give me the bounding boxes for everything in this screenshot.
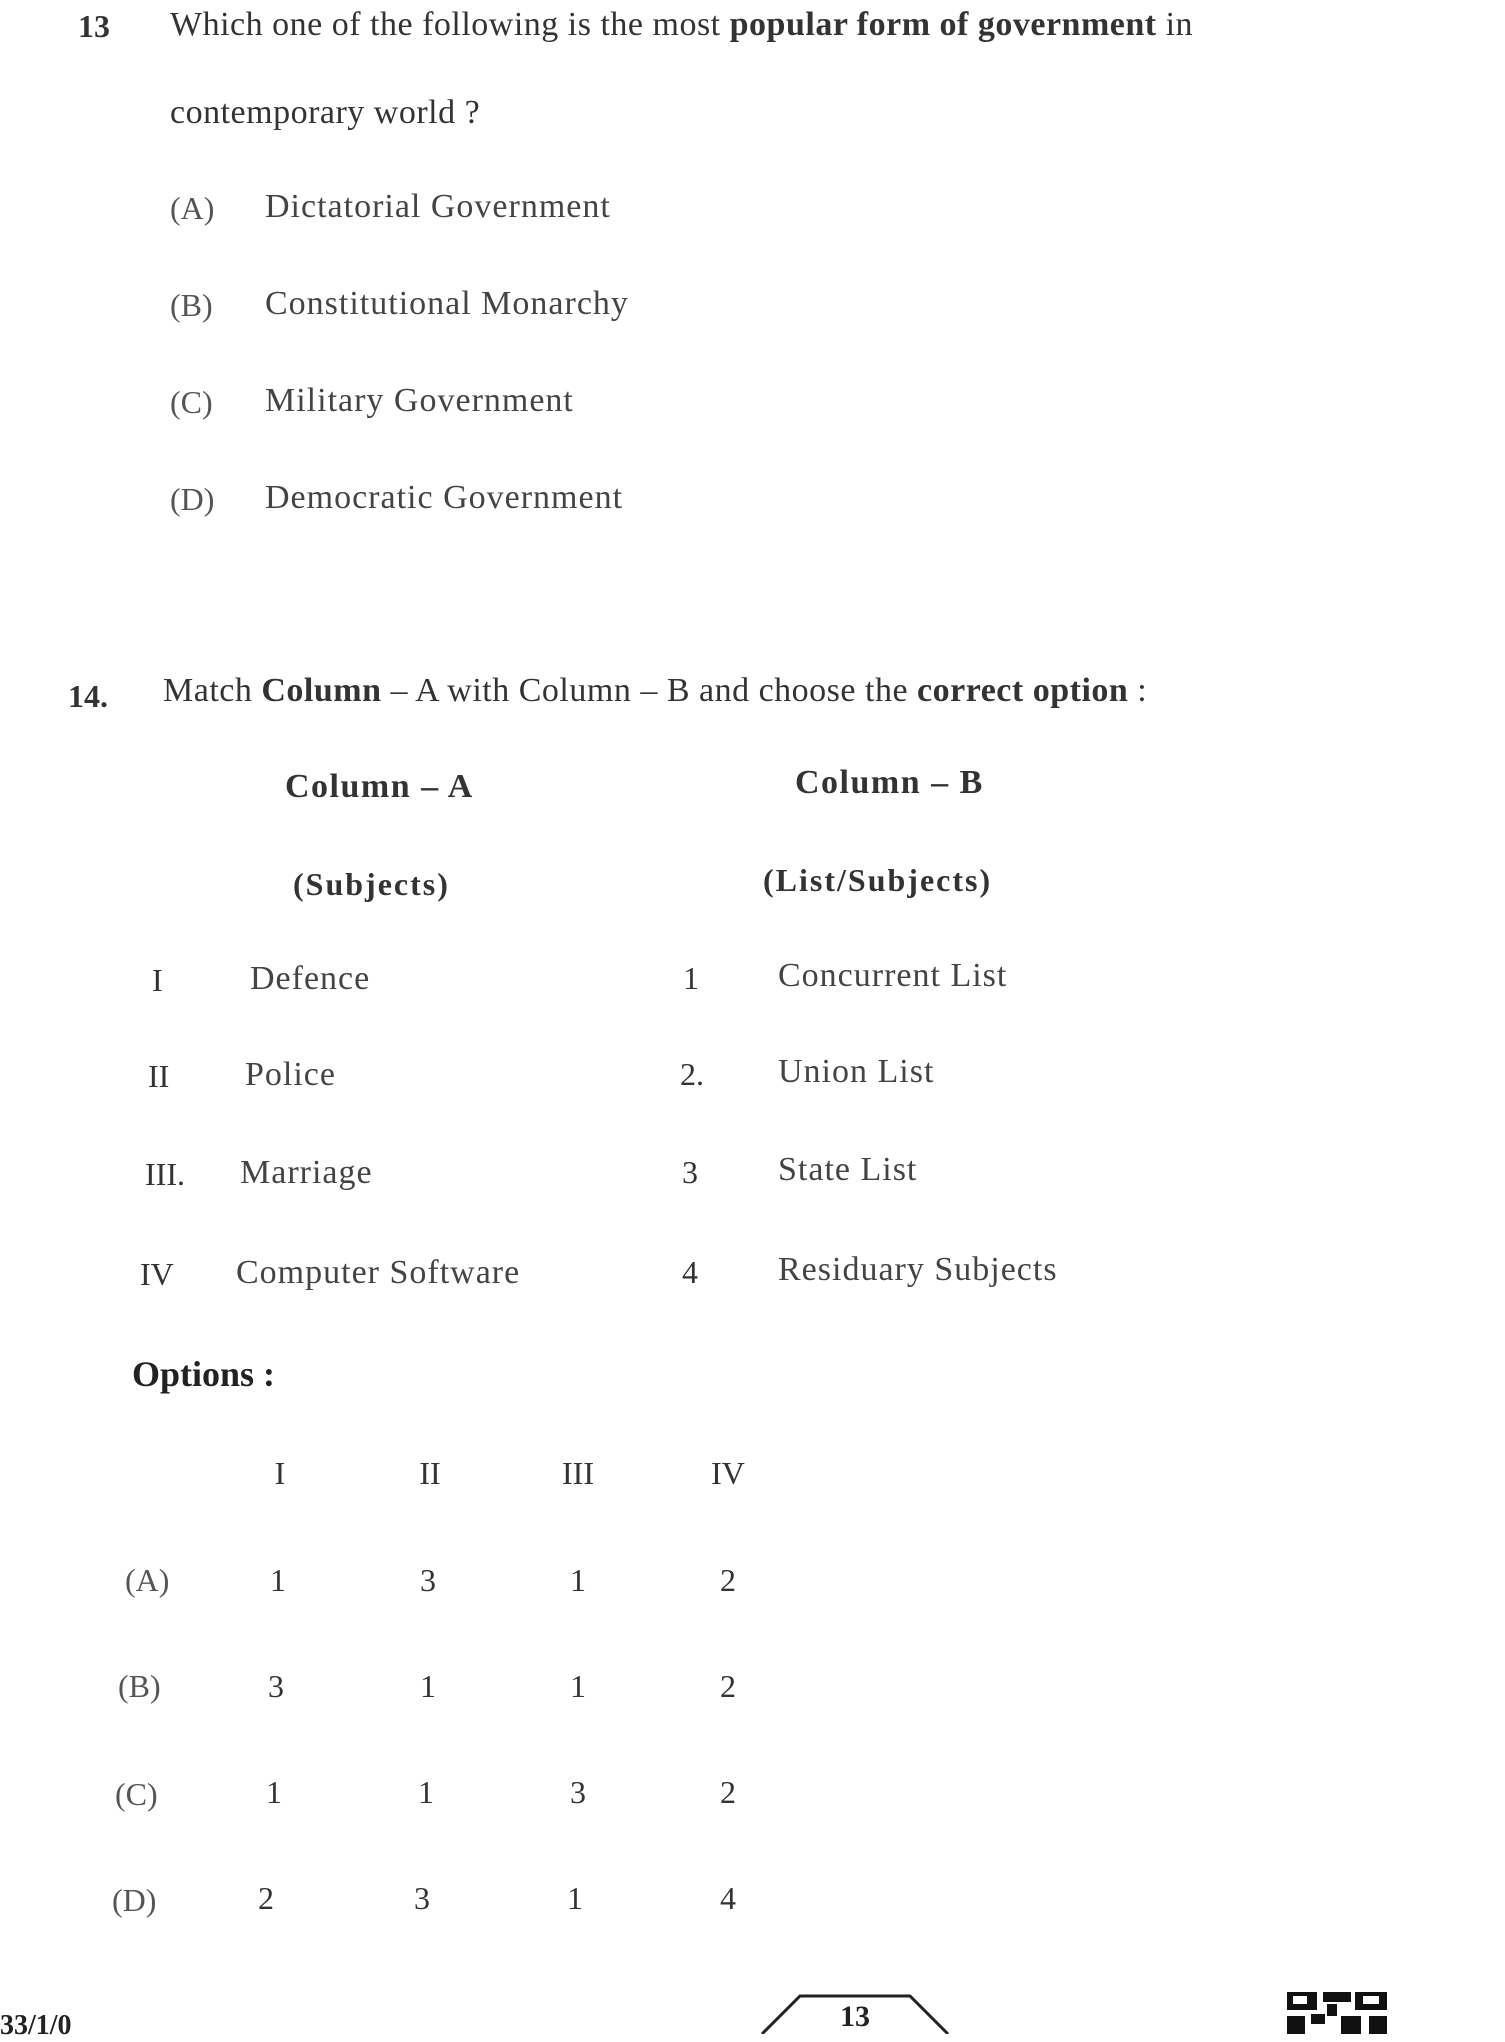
option-text: Constitutional Monarchy (265, 285, 629, 322)
page-number: 13 (840, 2000, 870, 2033)
options-header-cell: I (274, 1455, 286, 1491)
options-header-cell: IV (711, 1455, 745, 1491)
options-header-cell: III (562, 1455, 594, 1491)
column-a-subheading: (Subjects) (293, 866, 450, 902)
column-a-item: Marriage (240, 1154, 373, 1191)
option-value: 4 (720, 1880, 736, 1916)
option-value: 1 (270, 1562, 286, 1598)
option-text: Military Government (265, 382, 574, 419)
column-a-number: III. (145, 1156, 185, 1192)
qr-code-icon (1285, 1990, 1389, 2034)
option-value: 2 (720, 1774, 736, 1810)
column-b-heading: Column – B (795, 764, 984, 801)
option-value: 1 (567, 1880, 583, 1916)
column-a-item: Computer Software (236, 1254, 521, 1291)
column-a-item: Defence (250, 960, 371, 997)
question-number: 13 (78, 8, 110, 44)
option-label: (C) (170, 384, 213, 420)
option-label: (B) (118, 1668, 161, 1704)
question-text: Match Column – A with Column – B and choose the correct option : (163, 672, 1148, 709)
options-header-cell: II (419, 1455, 441, 1491)
column-b-number: 2. (680, 1056, 704, 1092)
column-b-number: 4 (682, 1254, 698, 1290)
column-a-heading: Column – A (285, 768, 474, 805)
option-value: 2 (720, 1562, 736, 1598)
paper-code: 33/1/0 (0, 2010, 72, 2041)
option-label: (B) (170, 287, 213, 323)
column-a-number: IV (140, 1256, 174, 1292)
question-number: 14. (68, 678, 108, 714)
question-text-line-2: contemporary world ? (170, 94, 481, 131)
column-b-item: Residuary Subjects (778, 1251, 1058, 1288)
option-value: 1 (266, 1774, 282, 1810)
option-value: 2 (258, 1880, 274, 1916)
option-value: 1 (570, 1668, 586, 1704)
column-b-item: State List (778, 1151, 918, 1188)
column-b-number: 3 (682, 1154, 698, 1190)
option-label: (C) (115, 1776, 158, 1812)
option-text: Dictatorial Government (265, 188, 611, 225)
column-b-item: Union List (778, 1053, 935, 1090)
option-text: Democratic Government (265, 479, 624, 516)
column-b-item: Concurrent List (778, 957, 1008, 994)
column-a-item: Police (245, 1056, 336, 1093)
column-b-subheading: (List/Subjects) (763, 862, 993, 898)
option-value: 3 (420, 1562, 436, 1598)
column-a-number: II (148, 1058, 170, 1094)
option-label: (A) (125, 1562, 170, 1598)
column-b-number: 1 (683, 960, 699, 996)
question-text-line-1: Which one of the following is the most popular form of government in (170, 6, 1194, 43)
option-value: 3 (268, 1668, 284, 1704)
option-value: 3 (570, 1774, 586, 1810)
options-title: Options : (132, 1354, 276, 1394)
option-value: 1 (570, 1562, 586, 1598)
option-value: 1 (418, 1774, 434, 1810)
option-value: 2 (720, 1668, 736, 1704)
option-label: (A) (170, 190, 215, 226)
option-value: 1 (420, 1668, 436, 1704)
page-number-badge (760, 1990, 950, 2034)
option-label: (D) (170, 481, 215, 517)
option-value: 3 (414, 1880, 430, 1916)
column-a-number: I (152, 962, 163, 998)
option-label: (D) (112, 1882, 157, 1918)
